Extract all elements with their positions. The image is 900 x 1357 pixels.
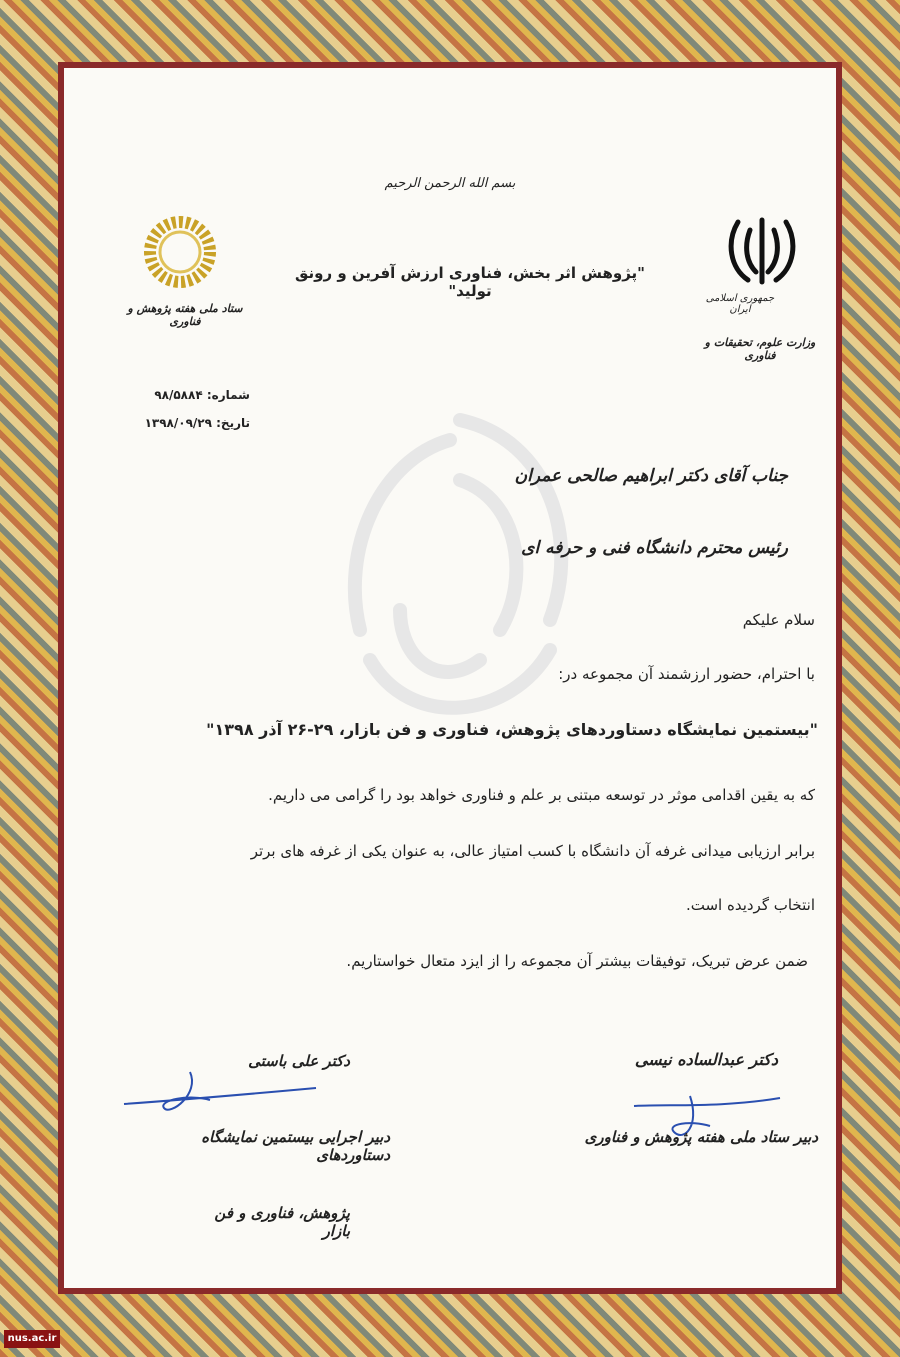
body-line-2: برابر ارزیابی میدانی غرفه آن دانشگاه با کسب امتیاز عالی، به عنوان یکی از غرفه های برتر: [250, 842, 815, 860]
addressee-title: رئیس محترم دانشگاه فنی و حرفه ای: [521, 538, 788, 558]
left-signatory-title-2: پژوهش، فناوری و فن بازار: [214, 1204, 350, 1240]
slogan-text: "پژوهش اثر بخش، فناوری ارزش آفرین و رونق تولید": [295, 264, 645, 300]
country-name: جمهوری اسلامی ایران: [705, 293, 775, 315]
left-signature-scribble-icon: [120, 1064, 320, 1124]
number-label: شماره:: [206, 388, 250, 402]
date-value: ۱۳۹۸/۰۹/۲۹: [144, 416, 212, 430]
intro-text: با احترام، حضور ارزشمند آن مجموعه در:: [558, 665, 815, 683]
research-week-logo-icon: [138, 210, 222, 294]
council-name: ستاد ملی هفته پژوهش و فناوری: [127, 302, 243, 328]
iran-emblem-icon: [722, 212, 802, 292]
number-value: ۹۸/۵۸۸۴: [154, 388, 203, 402]
letter-date: [110, 416, 250, 430]
bismillah-text: بسم الله الرحمن الرحیم: [384, 176, 516, 191]
greeting-text: سلام علیکم: [742, 611, 815, 629]
letter-number: [110, 388, 250, 402]
ministry-name: وزارت علوم، تحقیقات و فناوری: [704, 336, 816, 362]
addressee-name: جناب آقای دکتر ابراهیم صالحی عمران: [514, 466, 788, 486]
watermark-swirl-icon: [330, 400, 590, 740]
event-title: "بیستمین نمایشگاه دستاوردهای پژوهش، فناوری و فن بازار، ۲۹-۲۶ آذر ۱۳۹۸": [206, 720, 818, 739]
closing-text: ضمن عرض تبریک، توفیقات بیشتر آن مجموعه را از ایزد متعال خواستاریم.: [346, 952, 808, 970]
body-line-1: که به یقین اقدامی موثر در توسعه مبتنی بر علم و فناوری خواهد بود را گرامی می داریم.: [268, 786, 815, 804]
right-signatory-title: دبیر ستاد ملی هفته پژوهش و فناوری: [584, 1128, 818, 1146]
site-badge: nus.ac.ir: [4, 1330, 60, 1348]
body-line-3: انتخاب گردیده است.: [685, 896, 815, 914]
date-label: تاریخ:: [216, 416, 250, 430]
left-signatory-name: دکتر علی باستی: [248, 1052, 350, 1070]
right-signatory-name: دکتر عبدالساده نیسی: [634, 1050, 778, 1069]
left-signatory-title-1: دبیر اجرایی بیستمین نمایشگاه دستاوردهای: [201, 1128, 390, 1164]
